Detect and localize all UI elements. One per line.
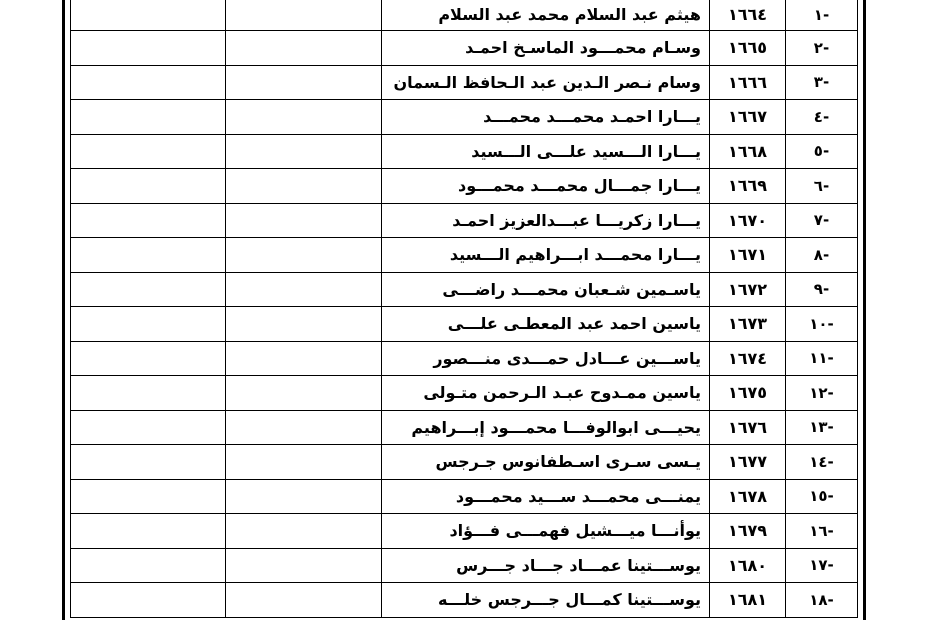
row-code: ١٦٧١ [710,238,786,273]
table-row [71,169,858,204]
row-empty-cell [226,272,382,307]
row-index: -١١ [786,341,858,376]
row-code: ١٦٦٨ [710,134,786,169]
table-row [71,445,858,480]
row-empty-cell [226,65,382,100]
row-name: يوســـتينا عمـــاد جـــاد جـــرس [382,548,710,583]
row-index: -٦ [786,169,858,204]
row-name: يـــارا محمـــد ابـــراهيم الـــسيد [382,238,710,273]
row-name: هيثم عبد السلام محمد عبد السلام [382,0,710,31]
row-code: ١٦٧٧ [710,445,786,480]
row-empty-cell [71,307,226,342]
row-empty-cell [71,479,226,514]
row-code: ١٦٧٦ [710,410,786,445]
row-code: ١٦٦٥ [710,31,786,66]
row-code: ١٦٦٩ [710,169,786,204]
row-index: -٤ [786,100,858,135]
table-row [71,100,858,135]
row-name: يـسى سـرى اسـطفانوس جـرجس [382,445,710,480]
table-row [71,410,858,445]
row-name: يـــارا الـــسيد علـــى الـــسيد [382,134,710,169]
row-index: -١٨ [786,583,858,618]
row-index: -٥ [786,134,858,169]
roster-body [71,0,858,617]
row-empty-cell [71,134,226,169]
row-empty-cell [226,410,382,445]
row-empty-cell [226,307,382,342]
table-row [71,341,858,376]
row-name: ياســـين عـــادل حمـــدى منـــصور [382,341,710,376]
row-name: ياسين احمد عبد المعطـى علـــى [382,307,710,342]
row-empty-cell [71,514,226,549]
row-index: -١٠ [786,307,858,342]
row-code: ١٦٦٦ [710,65,786,100]
row-name: يوســـتينا كمـــال جـــرجس خلـــه [382,583,710,618]
row-empty-cell [71,0,226,31]
row-code: ١٦٧٥ [710,376,786,411]
row-empty-cell [226,0,382,31]
row-index: -١٧ [786,548,858,583]
row-index: -٩ [786,272,858,307]
row-empty-cell [71,65,226,100]
row-empty-cell [226,31,382,66]
row-index: -١٣ [786,410,858,445]
row-code: ١٦٧٣ [710,307,786,342]
row-index: -١٥ [786,479,858,514]
row-index: -٨ [786,238,858,273]
row-empty-cell [226,341,382,376]
table-row [71,0,858,31]
row-empty-cell [71,583,226,618]
table-row [71,272,858,307]
row-name: يـــارا جمـــال محمـــد محمـــود [382,169,710,204]
row-empty-cell [71,169,226,204]
row-empty-cell [71,341,226,376]
row-empty-cell [226,100,382,135]
row-code: ١٦٧٤ [710,341,786,376]
row-code: ١٦٧٠ [710,203,786,238]
row-code: ١٦٦٧ [710,100,786,135]
row-name: وسـام محمـــود الماسـخ احمـد [382,31,710,66]
row-code: ١٦٧٩ [710,514,786,549]
row-empty-cell [71,238,226,273]
table-row [71,31,858,66]
row-empty-cell [226,445,382,480]
row-empty-cell [71,203,226,238]
row-name: يـــارا احمـد محمـــد محمـــد [382,100,710,135]
table-row [71,307,858,342]
table-row [71,134,858,169]
row-empty-cell [226,583,382,618]
row-empty-cell [71,272,226,307]
row-empty-cell [226,203,382,238]
row-name: يحيـــى ابوالوفـــا محمـــود إبـــراهيم [382,410,710,445]
row-empty-cell [71,445,226,480]
table-row [71,203,858,238]
student-roster-table [70,0,858,618]
row-code: ١٦٧٢ [710,272,786,307]
row-empty-cell [226,169,382,204]
row-empty-cell [226,238,382,273]
row-name: ياسـمين شـعبان محمـــد راضـــى [382,272,710,307]
row-empty-cell [226,376,382,411]
row-name: وسام نـصر الـدين عبد الـحافظ الـسمان [382,65,710,100]
row-empty-cell [71,548,226,583]
row-code: ١٦٨٠ [710,548,786,583]
row-index: -١٦ [786,514,858,549]
table-row [71,548,858,583]
row-index: -١٤ [786,445,858,480]
table-row [71,583,858,618]
row-empty-cell [71,31,226,66]
row-name: يمنـــى محمـــد ســـيد محمـــود [382,479,710,514]
row-code: ١٦٨١ [710,583,786,618]
row-name: يوأنـــا ميـــشيل فهمـــى فـــؤاد [382,514,710,549]
row-empty-cell [226,514,382,549]
row-code: ١٦٧٨ [710,479,786,514]
row-index: -٣ [786,65,858,100]
table-row [71,376,858,411]
table-row [71,238,858,273]
row-empty-cell [71,410,226,445]
row-empty-cell [71,100,226,135]
row-name: يـــارا زكريـــا عبـــدالعزيز احمـد [382,203,710,238]
row-empty-cell [226,548,382,583]
row-empty-cell [226,134,382,169]
table-row [71,514,858,549]
row-index: -١٢ [786,376,858,411]
row-name: ياسين ممـدوح عبـد الـرحمن متـولى [382,376,710,411]
row-index: -٢ [786,31,858,66]
row-index: -١ [786,0,858,31]
row-empty-cell [71,376,226,411]
row-code: ١٦٦٤ [710,0,786,31]
table-row [71,479,858,514]
row-empty-cell [226,479,382,514]
row-index: -٧ [786,203,858,238]
table-row [71,65,858,100]
